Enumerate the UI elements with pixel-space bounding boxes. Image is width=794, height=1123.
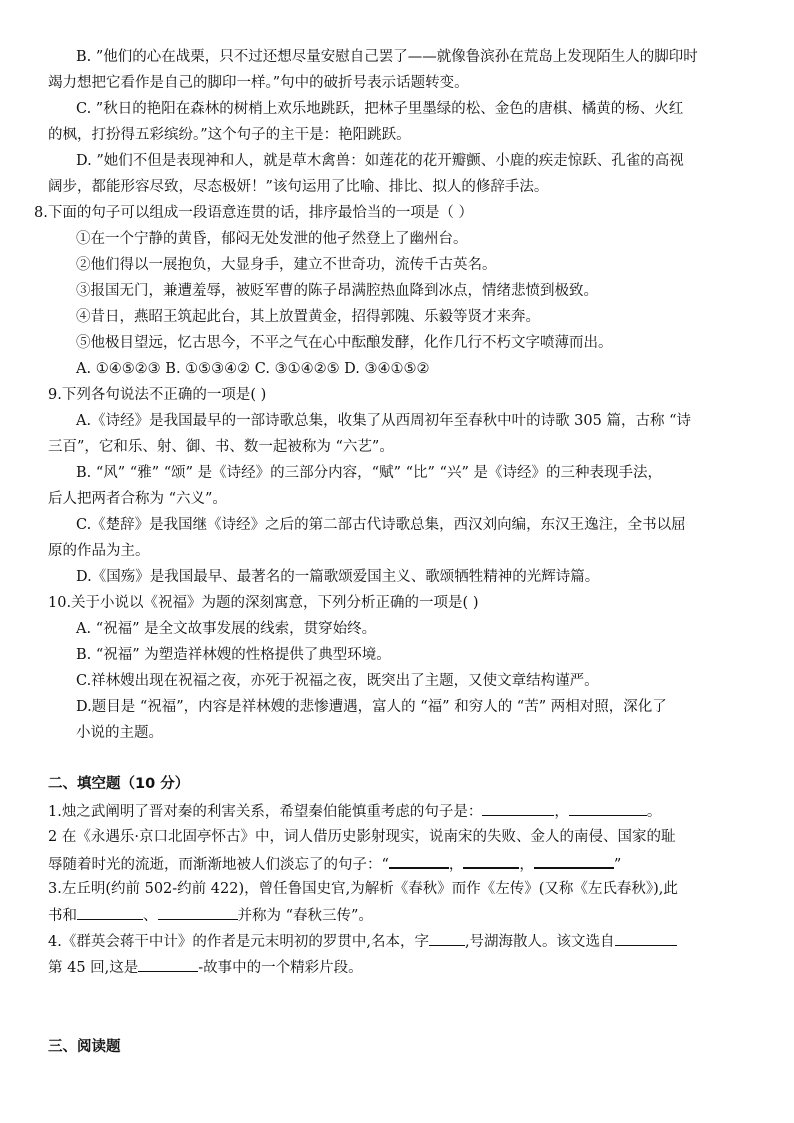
fill-2-blank-2[interactable] xyxy=(463,853,519,869)
fill-question-3-cont xyxy=(48,905,373,926)
fill-4-blank-3[interactable] xyxy=(138,957,198,972)
fill-question-4-cont xyxy=(48,957,363,978)
q9-option-a-cont: 三百”，它和乐、射、御、书、数一起被称为 “六艺”。 xyxy=(48,439,394,455)
q10-option-c: C.祥林嫂出现在祝福之夜，亦死于祝福之夜，既突出了主题，又使文章结构谨严。 xyxy=(76,673,599,689)
question-8: 8.下面的句子可以组成一段语意连贯的话，排序最恰当的一项是（ ） xyxy=(34,205,473,221)
fill-2-sep-1: ， xyxy=(448,857,464,873)
fill-3-text: 书和 xyxy=(48,908,77,924)
q10-option-d: D.题目是 “祝福”，内容是祥林嫂的悲惨遭遇，富人的 “福” 和穷人的 “苦” 两相对照，深化了 xyxy=(76,699,667,715)
q8-sentence-2: ②他们得以一展抱负，大显身手，建立不世奇功，流传千古英名。 xyxy=(76,257,497,273)
option-d-text-cont: 阔步，都能形容尽致，尽态极妍！”该句运用了比喻、排比、拟人的修辞手法。 xyxy=(48,179,549,195)
q9-option-c-cont: 原的作品为主。 xyxy=(48,543,150,559)
q8-sentence-4: ④昔日，燕昭王筑起此台，其上放置黄金，招得郭隗、乐毅等贤才来奔。 xyxy=(76,309,540,325)
fill-question-1 xyxy=(48,801,661,822)
fill-1-blank-2[interactable] xyxy=(569,801,647,816)
fill-question-2: 2 在《永遇乐·京口北固亭怀古》中，词人借历史影射现实，说南宋的失败、金人的南侵、国家的耻 xyxy=(48,829,676,845)
fill-2-sep-2: ， xyxy=(519,857,534,873)
section-2-title: 二、填空题（10 分） xyxy=(48,776,190,792)
fill-3-blank-1[interactable] xyxy=(77,905,143,920)
question-9: 9.下列各句说法不正确的一项是( ) xyxy=(48,387,267,403)
fill-1-sep: ， xyxy=(554,804,569,820)
option-c-text-cont: 的枫，打扮得五彩缤纷。”这个句子的主干是：艳阳跳跃。 xyxy=(48,127,411,143)
q8-sentence-5: ⑤他极目望远，忆古思今，不平之气在心中酝酿发酵，化作几行不朽文字喷薄而出。 xyxy=(76,335,613,351)
fill-3-end: 并称为 “春秋三传”。 xyxy=(237,908,373,924)
q10-option-a: A. “祝福” 是全文故事发展的线索，贯穿始终。 xyxy=(76,621,377,637)
fill-4-end: -故事中的一个精彩片段。 xyxy=(198,960,363,976)
fill-4-text: 4.《群英会蒋干中计》的作者是元末明初的罗贯中,名本，字 xyxy=(48,934,429,950)
fill-4-blank-1[interactable] xyxy=(429,931,465,946)
q9-option-b-cont: 后人把两者合称为 “六义”。 xyxy=(48,491,227,507)
fill-2-blank-3[interactable] xyxy=(534,853,614,869)
fill-2-blank-1[interactable] xyxy=(389,853,449,869)
q10-option-b: B. “祝福” 为塑造祥林嫂的性格提供了典型环境。 xyxy=(76,647,391,663)
q10-option-d-cont: 小说的主题。 xyxy=(76,725,163,741)
fill-4-text-3: 第 45 回,这是 xyxy=(48,960,139,976)
fill-1-end: 。 xyxy=(646,804,662,820)
fill-4-blank-2[interactable] xyxy=(615,931,677,946)
option-b-text: B. ”他们的心在战栗，只不过还想尽量安慰自己罢了——就像鲁滨孙在荒岛上发现陌生人的脚印时 xyxy=(76,49,698,65)
q9-option-d: D.《国殇》是我国最早、最著名的一篇歌颂爱国主义、歌颂牺牲精神的光辉诗篇。 xyxy=(76,569,600,585)
fill-2-end: ” xyxy=(613,857,622,873)
option-b-text-cont: 竭力想把它看作是自己的脚印一样。”句中的破折号表示话题转变。 xyxy=(48,75,469,91)
fill-question-2-cont xyxy=(48,853,621,875)
q9-option-c: C.《楚辞》是我国继《诗经》之后的第二部古代诗歌总集，西汉刘向编，东汉王逸注，全书以屈 xyxy=(76,517,686,533)
q8-sentence-3: ③报国无门，兼遭羞辱，被贬军曹的陈子昂满腔热血降到冰点，情绪悲愤到极致。 xyxy=(76,283,598,299)
fill-question-4 xyxy=(48,931,677,952)
fill-2-text: 辱随着时光的流逝，而渐渐地被人们淡忘了的句子：“ xyxy=(48,857,389,873)
option-c-text: C. ”秋日的艳阳在森林的树梢上欢乐地跳跃，把林子里墨绿的松、金色的唐棋、橘黄的杨、火红 xyxy=(76,101,684,117)
fill-3-sep: 、 xyxy=(143,908,158,924)
q9-option-b: B. “风” “雅” “颂” 是《诗经》的三部分内容，“赋” “比” “兴” 是《诗经》的三种表现手法， xyxy=(76,465,662,481)
fill-1-blank-1[interactable] xyxy=(482,801,554,816)
q8-options: A. ①④⑤②③ B. ①⑤③④② C. ③①④②⑤ D. ③④①⑤② xyxy=(76,361,430,377)
question-10: 10.关于小说以《祝福》为题的深刻寓意，下列分析正确的一项是( ) xyxy=(48,595,479,611)
q8-sentence-1: ①在一个宁静的黄昏，郁闷无处发泄的他孑然登上了幽州台。 xyxy=(76,231,468,247)
fill-4-text-2: ,号湖海散人。该文选自 xyxy=(464,934,615,950)
fill-3-blank-2[interactable] xyxy=(158,905,238,920)
fill-1-text: 1.烛之武阐明了晋对秦的利害关系，希望秦伯能慎重考虑的句子是： xyxy=(48,804,483,820)
fill-question-3: 3.左丘明(约前 502-约前 422)，曾任鲁国史官,为解析《春秋》而作《左传》(又称《左氏春秋》),此 xyxy=(48,881,678,897)
q9-option-a: A.《诗经》是我国最早的一部诗歌总集，收集了从西周初年至春秋中叶的诗歌 305 篇，古称 “诗 xyxy=(76,413,691,429)
option-d-text: D. ”她们不但是表现神和人，就是草木禽兽：如莲花的花开瓣颤、小鹿的疾走惊跃、孔雀的高视 xyxy=(76,153,684,169)
section-3-title: 三、阅读题 xyxy=(48,1039,121,1055)
